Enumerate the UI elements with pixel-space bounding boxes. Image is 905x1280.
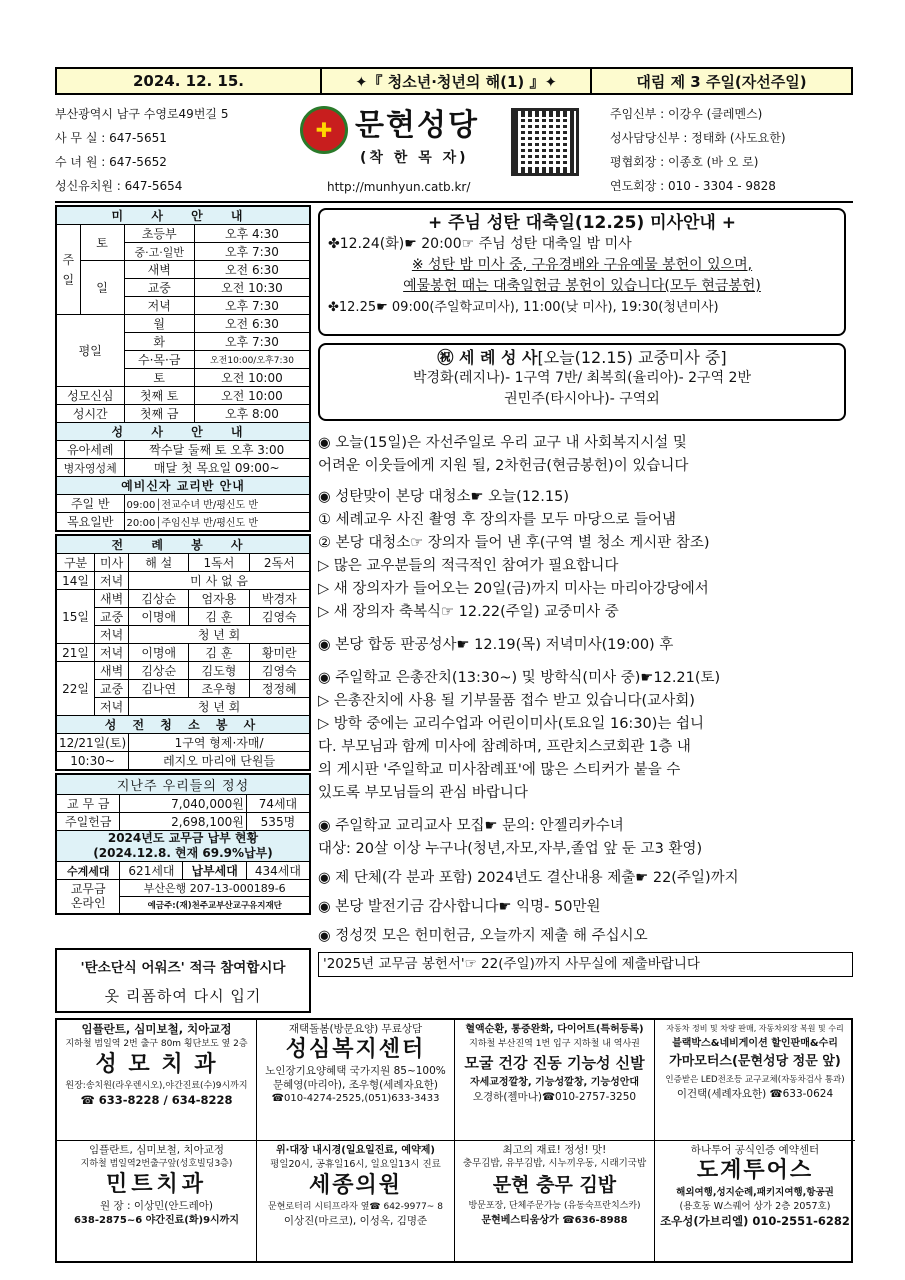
header-divider	[55, 201, 853, 203]
cleaning-title: 성 전 청 소 봉 사	[56, 716, 310, 734]
service-cell: 엄자용	[189, 590, 249, 608]
sacrament-value: 짝수달 둘째 토 오후 3:00	[124, 441, 310, 459]
christmas-box	[318, 208, 846, 336]
cleaning-time: 10:30~	[56, 752, 129, 771]
ad-line: 위·대장 내시경(일요일진료, 예약제)	[276, 1144, 435, 1156]
mass-time: 오후 7:30	[194, 297, 310, 315]
christmas-title: + 주님 성탄 대축일(12.25) 미사안내 +	[427, 213, 737, 233]
ad-line: 지하철 범일역 2번 출구 80m 횡단보도 옆 2층	[65, 1039, 248, 1049]
service-cell: 김상순	[129, 662, 189, 680]
church-name: 문현성당	[355, 108, 479, 143]
news-line: 의 게시판 '주일학교 미사참례표'에 많은 스티커가 붙을 수	[318, 762, 681, 778]
ad-title: 모굴 건강 진동 기능성 신발	[464, 1054, 645, 1072]
service-cell: 김 훈	[189, 644, 249, 662]
news-line: ▷ 새 장의자가 들어오는 20일(금)까지 미사는 마리아강당에서	[318, 581, 709, 597]
news-line: ▷ 새 장의자 축복식☞ 12.22(주일) 교중미사 중	[318, 604, 619, 620]
address: 부산광역시 남구 수영로49번길 5	[55, 107, 229, 121]
service-mass: 저녁	[95, 644, 129, 662]
cleaning-who: 레지오 마리애 단원들	[129, 752, 310, 771]
news-line: ▷ 많은 교우분들의 적극적인 참여가 필요합니다	[318, 558, 619, 574]
ad-phone: 오경하(젤마나)☎010-2757-3250	[472, 1091, 637, 1103]
class-label: 목요일반	[56, 513, 124, 532]
ad-line: 하나투어 공식인증 예약센터	[690, 1143, 820, 1156]
ad-line: 혈액순환, 통증완화, 다이어트(특허등록)	[465, 1024, 644, 1035]
cleaning-date: 12/21일(토)	[56, 734, 129, 752]
service-day: 22일	[56, 662, 95, 716]
service-cell: 청 년 회	[129, 626, 310, 644]
council-president: 평협회장 : 이종호 (바 오 로)	[610, 155, 759, 169]
service-table	[55, 534, 311, 771]
mass-cell: 첫째 토	[124, 387, 194, 405]
service-mass: 교중	[95, 680, 129, 698]
mass-cell: 수·목·금	[124, 351, 194, 369]
news-line: ◉ 주일학교 교리교사 모집☛ 문의: 안젤리카수녀	[318, 818, 624, 834]
service-cell: 김도형	[189, 662, 249, 680]
ad-line: 지하철 범일역2번출구앞(성호빌딩3층)	[80, 1158, 233, 1169]
mass-time: 오후 4:30	[194, 225, 310, 243]
service-cell: 청 년 회	[129, 698, 310, 716]
church-subtitle: (착 한 목 자)	[360, 150, 469, 166]
class-time: 20:00	[126, 518, 156, 529]
cleaning-who: 1구역 형제·자매/	[129, 734, 310, 752]
weekday-label: 평일	[56, 315, 124, 387]
christmas-line: ※ 성탄 밤 미사 중, 구유경배와 구유예물 봉헌이 있으며,	[411, 257, 753, 273]
service-head: 해 설	[129, 554, 189, 572]
ad-travel[interactable]	[655, 1141, 855, 1262]
ad-motors[interactable]	[655, 1020, 855, 1141]
ad-line: 지하철 부산진역 1번 입구 지하철 내 역사권	[469, 1039, 640, 1049]
ad-line: 인증받은 LED전조등 교구교체(자동차검사 통과)	[665, 1075, 845, 1085]
news-line: 있도록 부모님들의 관심 바랍니다	[318, 785, 528, 801]
ad-title: 문현 충무 김밥	[492, 1173, 617, 1196]
left-column	[55, 205, 311, 1025]
mass-cell: 첫째 금	[124, 405, 194, 423]
household-label: 납부세대	[183, 862, 246, 880]
sat-label: 토	[80, 225, 124, 261]
service-day: 14일	[56, 572, 95, 590]
mass-title: 미 사 안 내	[56, 206, 310, 225]
theme-banner: ✦『 청소년·청년의 해(1) 』✦	[322, 69, 592, 93]
service-cell: 이명애	[129, 644, 189, 662]
baptism-sub: [오늘(12.15) 교중미사 중]	[537, 348, 727, 367]
service-cell: 이명애	[129, 608, 189, 626]
offering-title: 지난주 우리들의 정성	[56, 774, 310, 795]
ad-phone: 문현베스티움상가 ☎636-8988	[481, 1214, 628, 1226]
news-line: ② 본당 대청소☞ 장의자 들어 낸 후(구역 별 청소 게시판 참조)	[318, 535, 710, 551]
assistant-priest: 성사담당신부 : 정태화 (사도요한)	[610, 131, 786, 145]
ad-line: 원장:송치원(라우렌시오),야간진료(수)9시까지	[65, 1081, 248, 1091]
ad-line: 자세교정깔창, 기능성깔창, 기능성안대	[469, 1077, 640, 1088]
news-line: ① 세례교우 사진 촬영 후 장의자를 모두 마당으로 들어냄	[318, 512, 677, 528]
news-line: ▷ 은총잔치에 사용 될 기부물품 접수 받고 있습니다(교사회)	[318, 693, 695, 709]
service-mass: 교중	[95, 608, 129, 626]
ad-clinic[interactable]	[257, 1141, 455, 1262]
carbon-box	[55, 948, 311, 1013]
news-line: 다. 부모님과 함께 미사에 참례하며, 프란치스코회관 1층 내	[318, 739, 691, 755]
ad-phone: 638-2875~6 야간진료(화)9시까지	[73, 1214, 240, 1226]
contact-left	[55, 102, 228, 198]
offering-label: 주일헌금	[56, 813, 120, 831]
service-cell: 김 훈	[189, 608, 249, 626]
service-cell: 김상순	[129, 590, 189, 608]
christmas-line: ✤12.25☛ 09:00(주일학교미사), 11:00(낮 미사), 19:30(청년미사)	[328, 300, 719, 315]
mass-time: 오후 7:30	[194, 243, 310, 261]
carbon-text: 옷 리폼하여 다시 입기	[104, 987, 262, 1005]
mass-time: 오전 10:00	[194, 369, 310, 387]
news-line: 대상: 20살 이상 누구나(청년,자모,자부,졸업 앞 둔 고3 환영)	[318, 841, 703, 857]
baptism-line: 박경화(레지나)- 1구역 7반/ 최복희(율리아)- 2구역 2반	[413, 370, 751, 386]
news-line: 어려운 이웃들에게 지원 될, 2차헌금(현금봉헌)이 있습니다	[318, 458, 689, 474]
service-head: 1독서	[189, 554, 249, 572]
offering-count: 74세대	[246, 795, 310, 813]
class-time: 09:00	[126, 500, 156, 511]
ad-line: 충무김밥, 유부김밥, 시누끼우동, 시래기국밥	[462, 1157, 647, 1169]
news-list	[318, 432, 853, 977]
baptism-line: 권민주(타시아나)- 구역외	[504, 391, 660, 407]
service-head: 미사	[95, 554, 129, 572]
church-url[interactable]: http://munhyun.catb.kr/	[327, 180, 471, 194]
account-holder: 예금주:(재)천주교부산교구유지재단	[120, 897, 310, 914]
ad-line: 재택돌봄(방문요양) 무료상담	[288, 1023, 423, 1035]
ad-phone: ☎ 633-8228 / 634-8228	[80, 1093, 233, 1107]
service-cell: 미 사 없 음	[129, 572, 310, 590]
ad-line: 문혜영(마리아), 조우형(세례자요한)	[272, 1079, 439, 1091]
service-mass: 새벽	[95, 662, 129, 680]
service-cell: 정정혜	[249, 680, 310, 698]
ad-shoes[interactable]	[455, 1020, 655, 1141]
church-logo-icon: ✚	[300, 106, 348, 154]
tithe-notice: '2025년 교무금 봉헌서'☞ 22(주일)까지 사무실에 제출바랍니다	[318, 952, 853, 977]
mass-cell: 월	[124, 315, 194, 333]
christmas-line: 예물봉헌 때는 대축일헌금 봉헌이 있습니다(모두 현금봉헌)	[403, 278, 761, 294]
service-cell: 김영숙	[249, 608, 310, 626]
sacrament-title: 성 사 안 내	[56, 423, 310, 441]
chair-phone: 연도회장 : 010 - 3304 - 9828	[610, 179, 776, 193]
service-mass: 저녁	[95, 572, 129, 590]
ad-line: 블랙박스&네비게이션 할인판매&수리	[672, 1038, 838, 1049]
service-head: 구분	[56, 554, 95, 572]
bank-line: 교무금	[70, 882, 106, 897]
news-line: ◉ 제 단체(각 분과 포함) 2024년도 결산내용 제출☛ 22(주일)까지	[318, 870, 739, 886]
offering-count: 535명	[246, 813, 310, 831]
mass-time: 오전10:00/오후7:30	[194, 351, 310, 369]
ad-gimbap[interactable]	[455, 1141, 655, 1262]
ad-title: 도계투어스	[696, 1157, 814, 1183]
qr-code-icon[interactable]	[511, 108, 579, 176]
class-value: 20:00│주임신부 반/평신도 반	[124, 513, 310, 532]
liturgical-week: 대림 제 3 주일(자선주일)	[636, 72, 807, 91]
household-value: 621세대	[120, 862, 183, 880]
mass-cell: 토	[124, 369, 194, 387]
mass-cell: 저녁	[124, 297, 194, 315]
news-line: ◉ 본당 발전기금 감사합니다☛ 익명- 50만원	[318, 899, 601, 915]
news-line: ◉ 오늘(15일)은 자선주일로 우리 교구 내 사회복지시설 및	[318, 435, 687, 451]
ad-phone: 이건택(세례자요한) ☎633-0624	[676, 1088, 834, 1100]
service-cell: 박경자	[249, 590, 310, 608]
service-cell: 황미란	[249, 644, 310, 662]
catechumen-title: 예비신자 교리반 안내	[56, 477, 310, 495]
news-line: ◉ 본당 합동 판공성사☛ 12.19(목) 저녁미사(19:00) 후	[318, 637, 674, 653]
service-day: 21일	[56, 644, 95, 662]
top-bar	[55, 67, 853, 95]
kindergarten-phone: 성신유치원 : 647-5654	[55, 179, 183, 193]
holy-hour-label: 성시간	[56, 405, 124, 423]
offering-amount: 7,040,000원	[120, 795, 246, 813]
mass-cell: 초등부	[124, 225, 194, 243]
service-mass: 저녁	[95, 626, 129, 644]
offering-label: 교 무 금	[56, 795, 120, 813]
baptism-title: ㊗ 세 례 성 사	[437, 348, 538, 367]
convent-phone: 수 녀 원 : 647-5652	[55, 155, 167, 169]
mass-time: 오후 7:30	[194, 333, 310, 351]
class-desc: 전교수녀 반/평신도 반	[161, 500, 259, 511]
christmas-line: ✤12.24(화)☛ 20:00☞ 주님 성탄 대축일 밤 미사	[328, 236, 632, 252]
bank-account: 부산은행 207-13-000189-6	[120, 880, 310, 897]
ad-line: 문현로터리 시티프라자 옆☎ 642-9977~ 8	[268, 1201, 443, 1212]
service-day: 15일	[56, 590, 95, 644]
sacrament-label: 유아세례	[56, 441, 124, 459]
sacrament-value: 매달 첫 목요일 09:00~	[124, 459, 310, 477]
news-line: ◉ 정성껏 모은 헌미헌금, 오늘까지 제출 해 주십시오	[318, 928, 648, 944]
news-line: ◉ 주일학교 은총잔치(13:30~) 및 방학식(미사 중)☛12.21(토)	[318, 670, 721, 686]
ads-grid	[55, 1018, 853, 1263]
mass-cell: 교중	[124, 279, 194, 297]
church-header	[55, 100, 853, 200]
issue-date: 2024. 12. 15.	[57, 69, 322, 93]
ad-dental-1[interactable]	[57, 1020, 257, 1141]
mass-cell: 중·고·일반	[124, 243, 194, 261]
sunday-label: 주일	[56, 225, 80, 315]
bank-label	[56, 880, 120, 914]
baptism-box	[318, 343, 846, 421]
mass-table	[55, 205, 311, 532]
ad-dental-2[interactable]	[57, 1141, 257, 1262]
service-mass: 새벽	[95, 590, 129, 608]
mass-time: 오후 8:00	[194, 405, 310, 423]
ad-title: 세종의원	[308, 1172, 402, 1198]
ad-line: 노인장기요양혜택 국가지원 85~100%	[265, 1065, 446, 1077]
mass-cell: 새벽	[124, 261, 194, 279]
service-cell: 김영숙	[249, 662, 310, 680]
marian-label: 성모신심	[56, 387, 124, 405]
mass-cell: 화	[124, 333, 194, 351]
ad-welfare[interactable]	[257, 1020, 455, 1141]
payment-status	[56, 831, 310, 862]
office-phone: 사 무 실 : 647-5651	[55, 131, 167, 145]
ad-line: 원 장 : 이상민(안드레아)	[99, 1199, 214, 1212]
mass-time: 오전 10:00	[194, 387, 310, 405]
pastor: 주임신부 : 이강우 (클레멘스)	[610, 107, 763, 121]
ad-title: 성 모 치 과	[95, 1052, 218, 1077]
service-cell: 조우형	[189, 680, 249, 698]
ad-line: 평일20시, 공휴일16시, 일요일13시 진료	[270, 1158, 441, 1170]
class-label: 주일 반	[56, 495, 124, 513]
service-title: 전 례 봉 사	[56, 535, 310, 554]
ad-line: 임플란트, 심미보철, 치아교정	[81, 1022, 232, 1036]
bank-line: 온라인	[70, 896, 106, 911]
ad-line: 방문포장, 단체주문가능 (유동숙프란치스카)	[468, 1200, 641, 1211]
service-mass: 저녁	[95, 698, 129, 716]
news-line: ◉ 성탄맞이 본당 대청소☛ 오늘(12.15)	[318, 489, 569, 505]
mass-time: 오전 6:30	[194, 261, 310, 279]
offering-table	[55, 773, 311, 915]
sacrament-label: 병자영성체	[56, 459, 124, 477]
ad-phone: ☎010-4274-2525,(051)633-3433	[271, 1093, 440, 1104]
news-line: ▷ 방학 중에는 교리수업과 어린이미사(토요일 16:30)는 쉽니	[318, 716, 705, 732]
ad-title: 가마모터스(문현성당 정문 앞)	[669, 1054, 841, 1069]
household-value: 434세대	[246, 862, 310, 880]
ad-line: 임플란트, 심미보철, 치아교정	[88, 1143, 225, 1156]
class-desc: 주임신부 반/평신도 반	[161, 518, 259, 529]
service-head: 2독서	[249, 554, 310, 572]
offering-amount: 2,698,100원	[120, 813, 246, 831]
household-label: 수계세대	[56, 862, 120, 880]
ad-phone: 조우성(가브리엘) 010-2551-6282	[660, 1213, 850, 1228]
right-notices	[318, 208, 846, 421]
contact-right	[610, 102, 786, 198]
mass-time: 오전 6:30	[194, 315, 310, 333]
mass-time: 오전 10:30	[194, 279, 310, 297]
carbon-title: '탄소단식 어워즈' 적극 참여합시다	[80, 960, 286, 976]
ad-line: 해외여행,성지순례,패키지여행,항공권	[676, 1186, 834, 1198]
status-line: 2024년도 교무금 납부 현황	[107, 831, 259, 845]
status-line: (2024.12.8. 현재 69.9%납부)	[93, 846, 273, 860]
ad-line: (용호동 W스퀘어 상가 2층 2057호)	[679, 1200, 831, 1212]
ad-title: 성심복지센터	[285, 1037, 426, 1062]
ad-title: 민트치과	[105, 1171, 207, 1197]
ad-phone: 이상진(마르코), 이성옥, 김명준	[283, 1214, 428, 1227]
sun-label: 일	[80, 261, 124, 315]
ad-line: 자동차 정비 및 차량 판매, 자동차외장 복원 및 수리	[666, 1024, 844, 1033]
ad-line: 최고의 재료! 정성! 맛!	[502, 1143, 607, 1156]
class-value: 09:00│전교수녀 반/평신도 반	[124, 495, 310, 513]
service-cell: 김나연	[129, 680, 189, 698]
